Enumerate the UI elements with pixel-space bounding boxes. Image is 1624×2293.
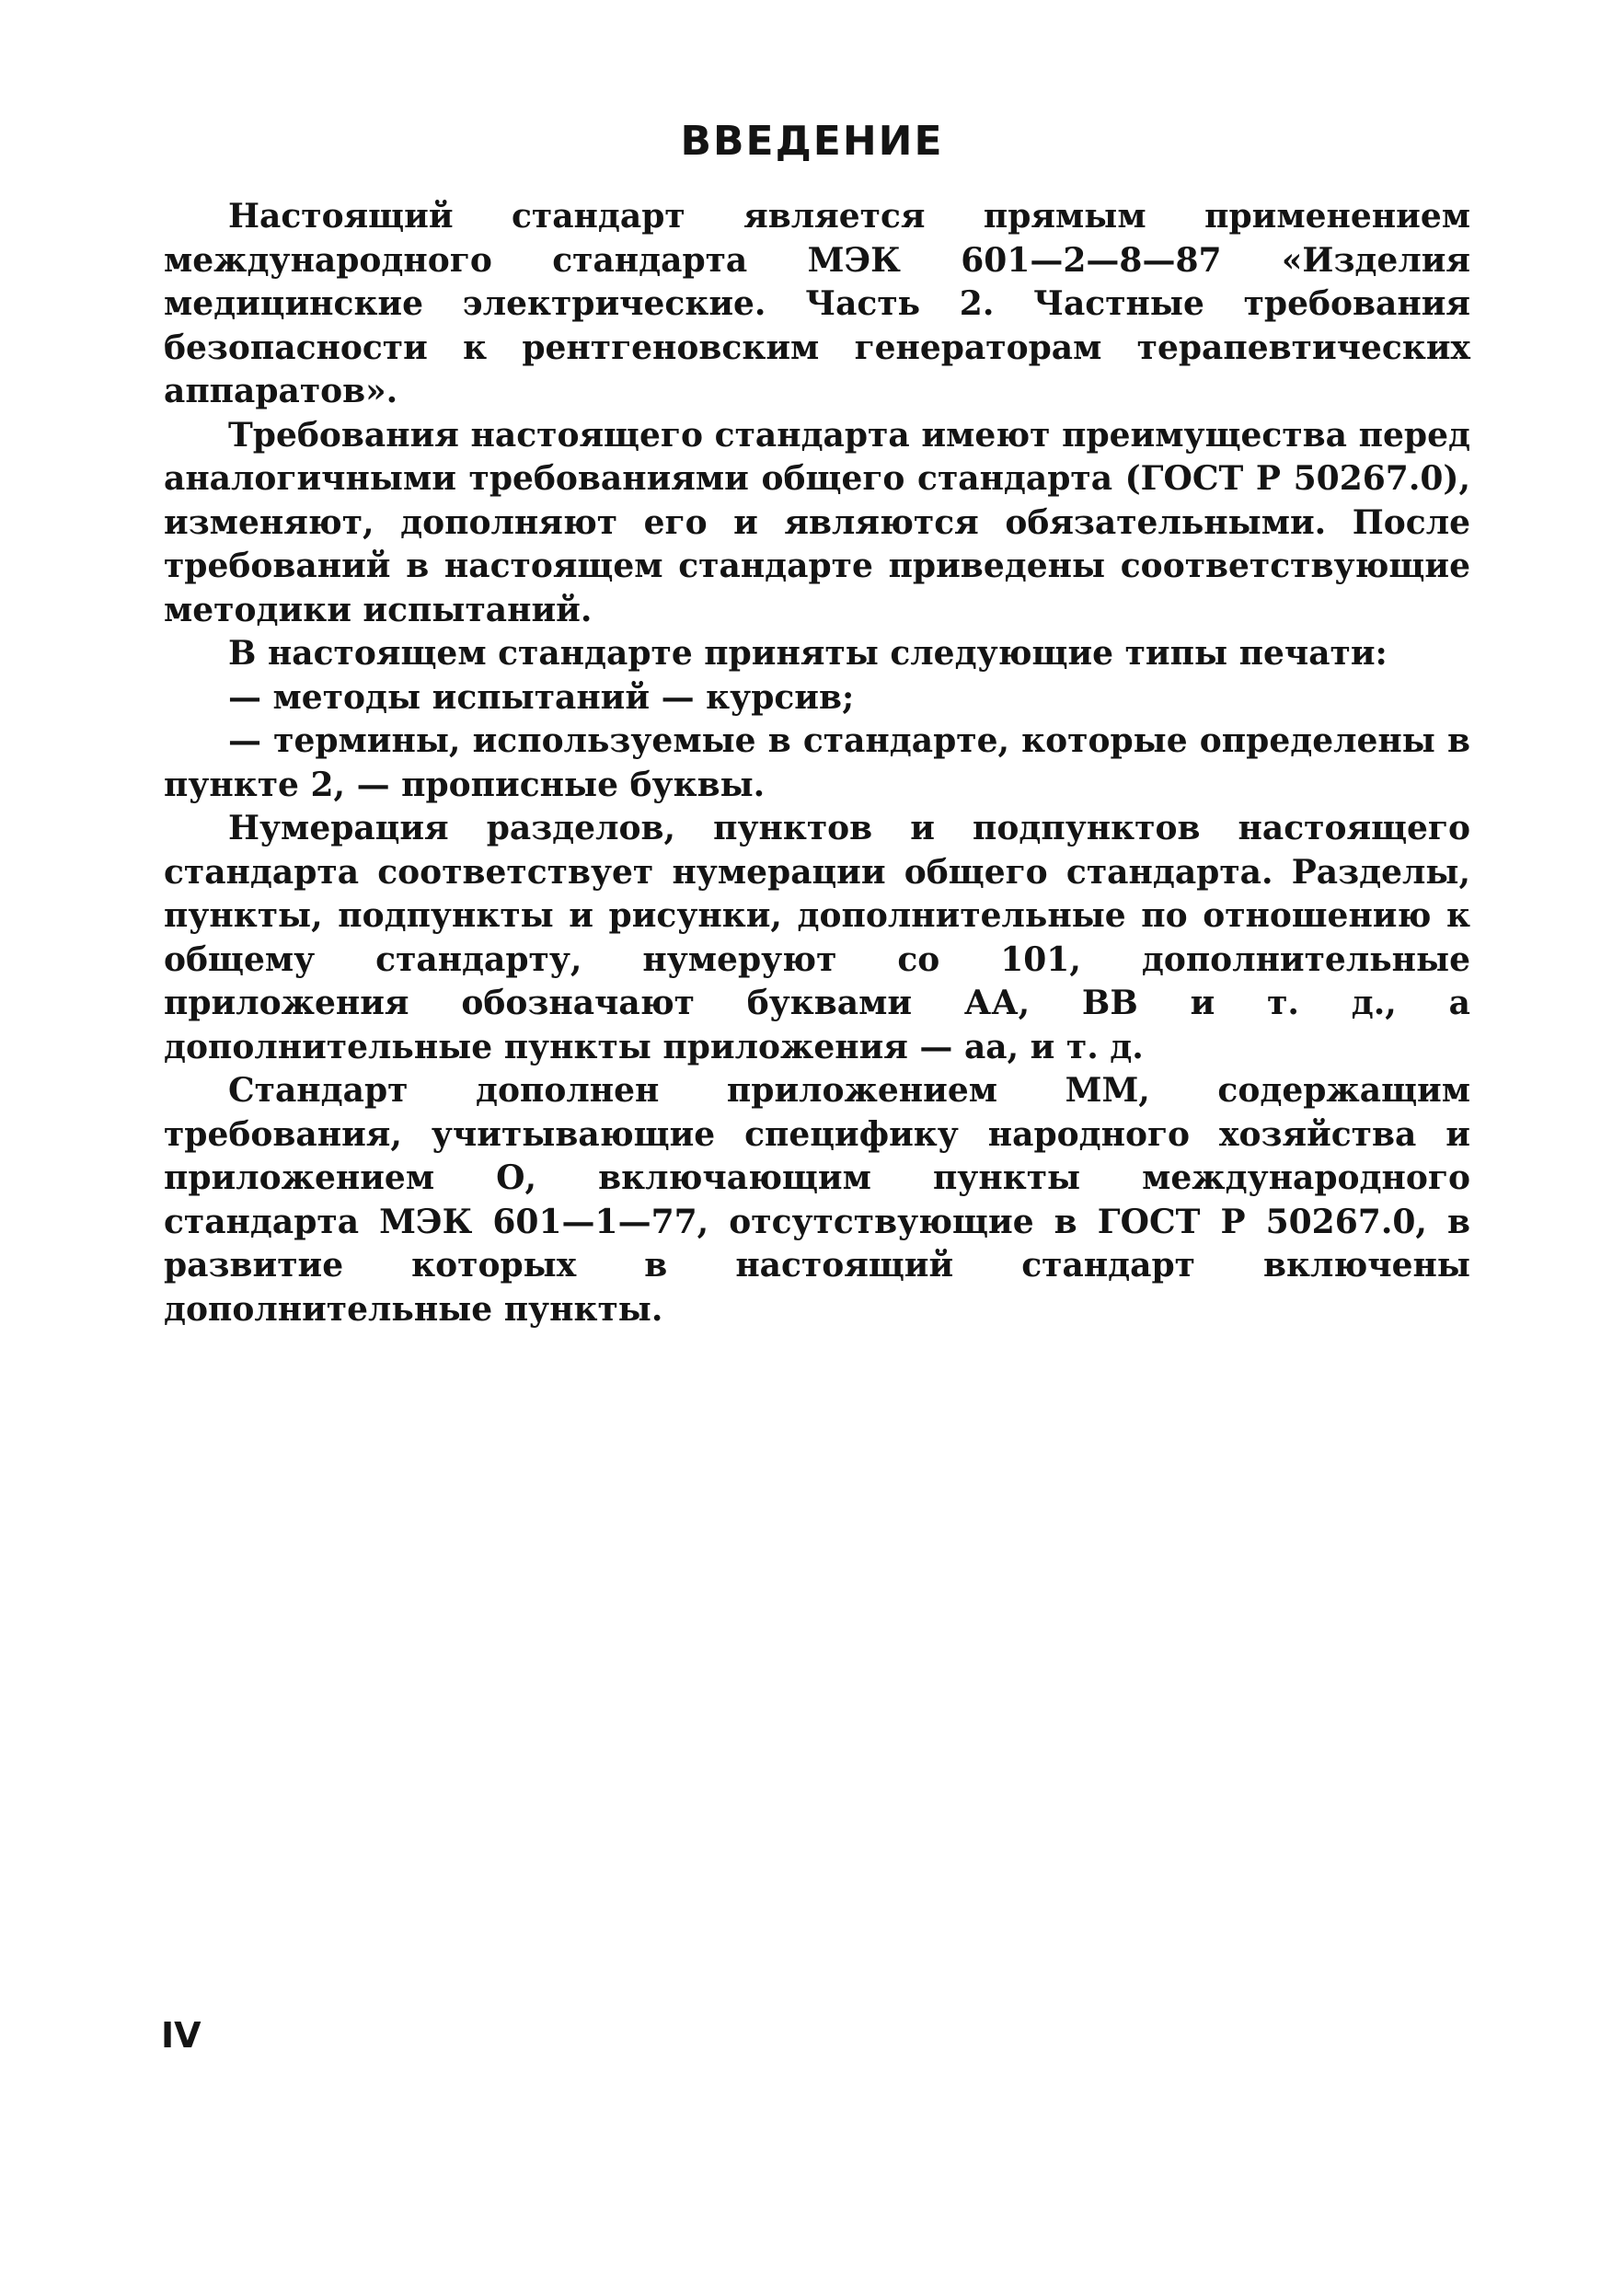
document-body	[164, 195, 1470, 1331]
paragraph-intro: Настоящий стандарт является прямым применением международного стандарта МЭК 601—2—8—87 «Изделия медицинские электрические. Часть 2. Частные требования безопасности к рентгеновским генераторам терапевтических аппаратов».	[164, 197, 1470, 410]
page-title: ВВЕДЕНИЕ	[680, 118, 944, 165]
paragraph-print-types: В настоящем стандарте приняты следующие типы печати:	[228, 634, 1388, 673]
paragraph-numbering: Нумерация разделов, пунктов и подпунктов настоящего стандарта соответствует нумерации общего стандарта. Разделы, пункты, подпункты и рисунки, дополнительные по отношению к общему стандарту, нумеруют со 101, дополнительные приложения обозначают буквами АА, ВВ и т. д., а дополнительные пункты приложения — аа, и т. д.	[164, 809, 1470, 1066]
list-item-test-methods: — методы испытаний — курсив;	[228, 677, 855, 717]
list-item-terms: — термины, используемые в стандарте, которые определены в пункте 2, — прописные буквы.	[164, 721, 1470, 804]
page-number: IV	[161, 2015, 202, 2056]
paragraph-requirements: Требования настоящего стандарта имеют преимущества перед аналогичными требованиями общего стандарта (ГОСТ Р 50267.0), изменяют, дополняют его и являются обязательными. После требований в настоящем стандарте приведены соответствующие методики испытаний.	[164, 415, 1470, 629]
paragraph-appendices: Стандарт дополнен приложением ММ, содержащим требования, учитывающие специфику народного хозяйства и приложением О, включающим пункты международного стандарта МЭК 601—1—77, отсутствующие в ГОСТ Р 50267.0, в развитие которых в настоящий стандарт включены дополнительные пункты.	[164, 1071, 1470, 1329]
